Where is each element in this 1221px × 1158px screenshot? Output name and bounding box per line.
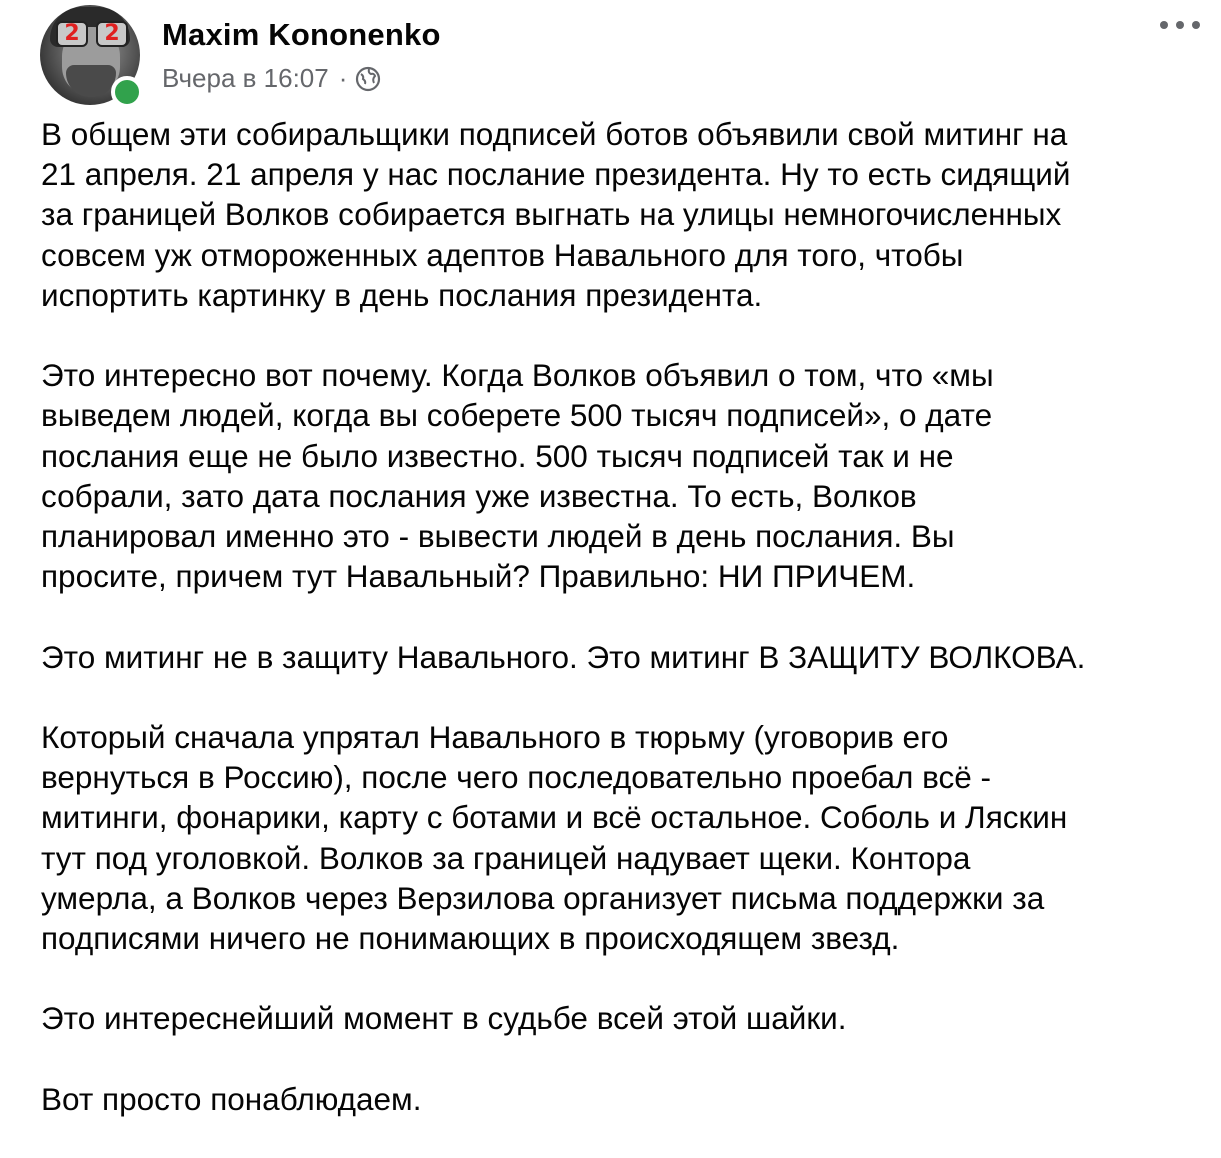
avatar-glasses-right-lens: 2	[96, 21, 128, 47]
more-options-button[interactable]	[1160, 15, 1200, 35]
author-name[interactable]: Maxim Kononenko	[162, 17, 441, 52]
post-paragraph: Это митинг не в защиту Навального. Это митинг В ЗАЩИТУ ВОЛКОВА.	[41, 638, 1086, 675]
meta-separator: ·	[338, 63, 348, 93]
avatar-glasses	[56, 21, 128, 49]
post-meta	[162, 63, 381, 94]
post-timestamp[interactable]: Вчера в 16:07	[162, 63, 329, 93]
post-paragraph: Который сначала упрятал Навального в тюрьму (уговорив его вернуться в Россию), после чего последовательно проебал всё - митинги, фонарики, карту с ботами и всё остальное. Соболь и Ляскин тут под уголовкой. Волков за границей надувает щеки. Контора умерла, а Волков через Верзилова организует письма поддержки за подписями ничего не понимающих в происходящем звезд.	[41, 719, 1068, 957]
avatar-beard	[66, 65, 116, 97]
ellipsis-icon-dot	[1192, 21, 1200, 29]
post-paragraph: Это интересно вот почему. Когда Волков объявил о том, что «мы выведем людей, когда вы соберете 500 тысяч подписей», о дате послания еще не было известно. 500 тысяч подписей так и не собрали, зато дата послания уже известна. То есть, Волков планировал именно это - вывести людей в день послания. Вы просите, причем тут Навальный? Правильно: НИ ПРИЧЕМ.	[41, 357, 994, 595]
ellipsis-icon-dot	[1160, 21, 1168, 29]
globe-icon[interactable]	[355, 66, 381, 92]
post-body	[41, 114, 1201, 1119]
avatar-glasses-left-lens: 2	[56, 21, 88, 47]
post-paragraph: Вот просто понаблюдаем.	[41, 1080, 422, 1117]
post-header	[40, 5, 1200, 105]
post-paragraph: В общем эти собиральщики подписей ботов объявили свой митинг на 21 апреля. 21 апреля у нас послание президента. Ну то есть сидящий за границей Волков собирается выгнать на улицы немногочисленных совсем уж отмороженных адептов Навального для того, чтобы испортить картинку в день послания президента.	[41, 116, 1071, 313]
ellipsis-icon-dot	[1176, 21, 1184, 29]
post-paragraph: Это интереснейший момент в судьбе всей этой шайки.	[41, 1000, 847, 1037]
online-status-dot	[111, 76, 143, 108]
